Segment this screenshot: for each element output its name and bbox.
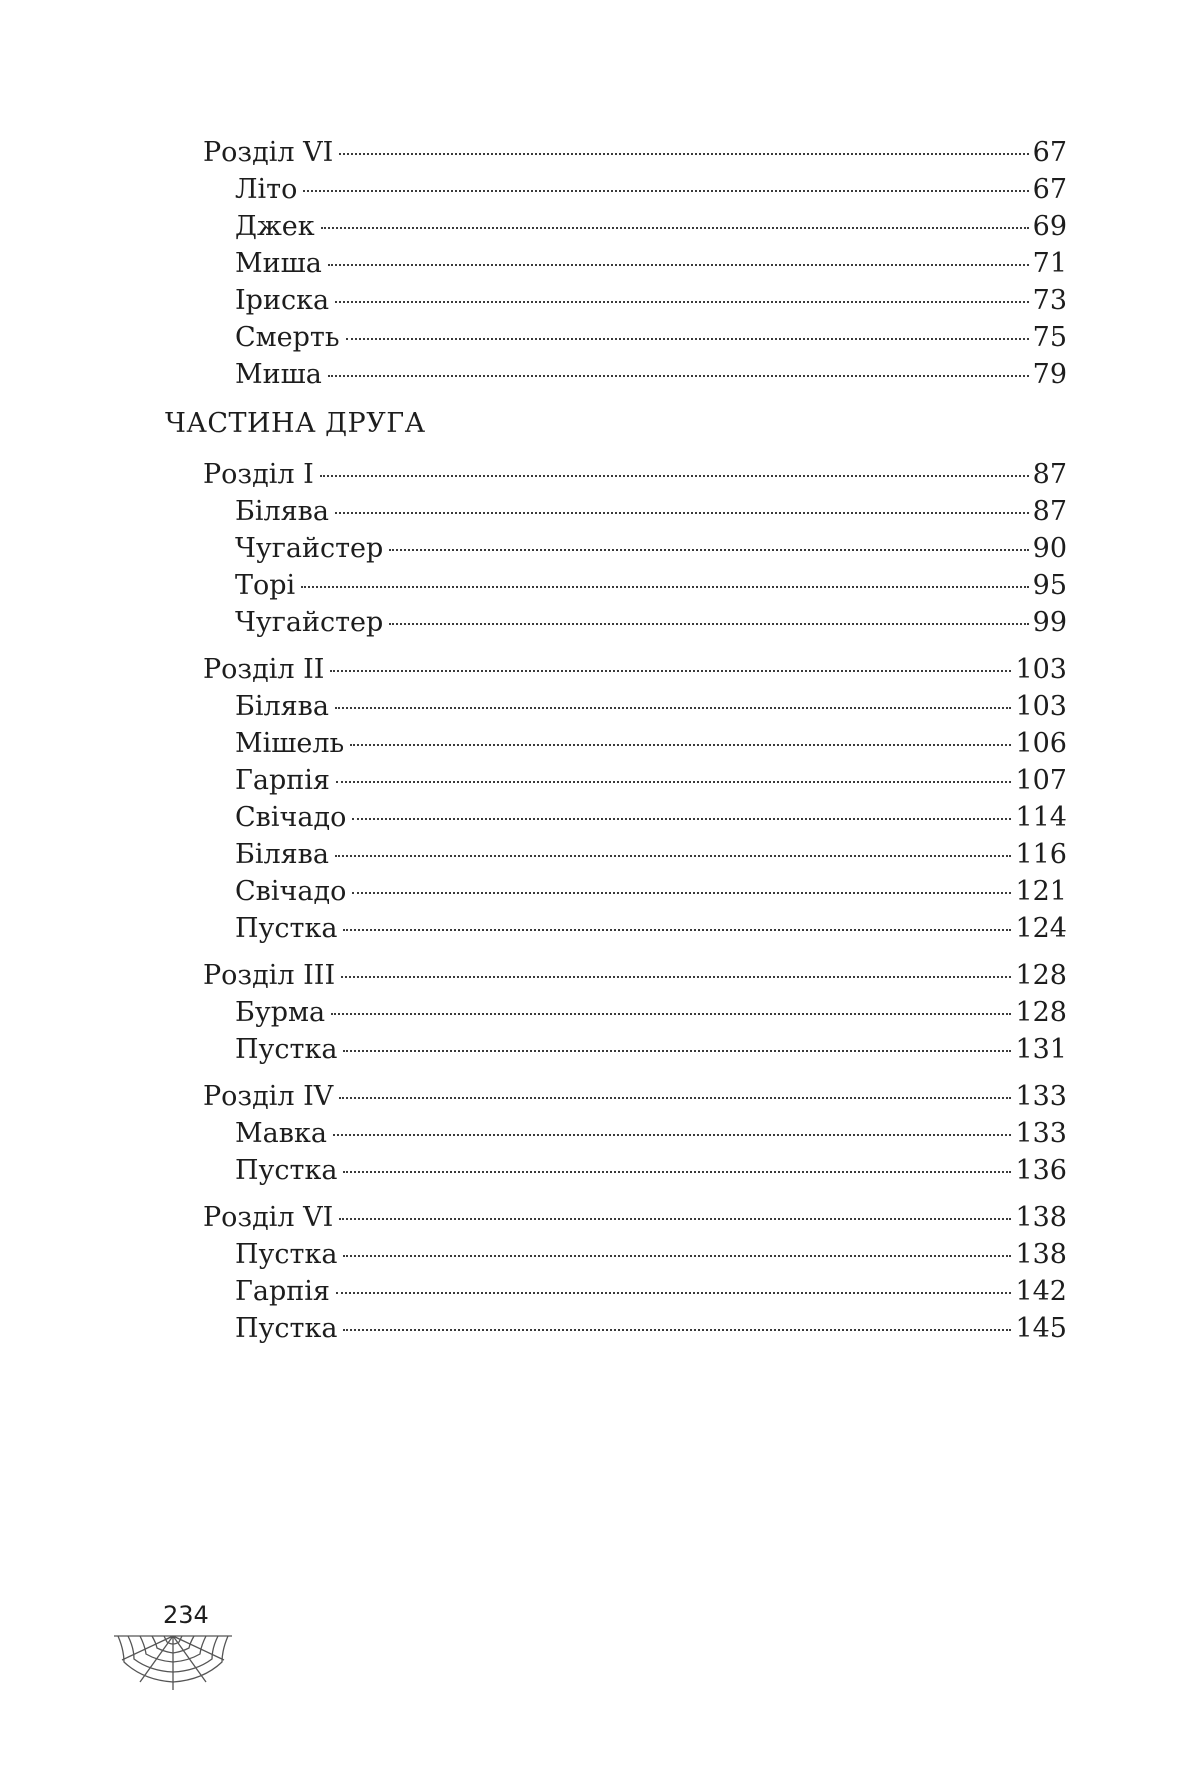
dot-leader <box>335 301 1029 303</box>
dot-leader <box>346 338 1029 340</box>
toc-entry-title: Пустка <box>235 913 338 944</box>
toc-entry-title: Пустка <box>235 1239 338 1270</box>
toc-entry-title: Білява <box>235 839 329 870</box>
toc-entry-page: 106 <box>1015 728 1067 759</box>
toc-entry-title: Миша <box>235 359 322 390</box>
toc-chapter-row <box>203 1201 1067 1235</box>
toc-entry-page: 136 <box>1015 1155 1067 1186</box>
toc-entry-page: 79 <box>1032 359 1067 390</box>
dot-leader <box>331 1013 1011 1015</box>
toc-entry-page: 69 <box>1032 211 1067 242</box>
dot-leader <box>343 1255 1011 1257</box>
toc-entry-page: 121 <box>1015 876 1067 907</box>
toc-entry-page: 142 <box>1015 1276 1067 1307</box>
dot-leader <box>389 623 1028 625</box>
toc-entry-title: Розділ ІІ <box>203 654 325 685</box>
toc-entry-page: 116 <box>1015 839 1067 870</box>
dot-leader <box>328 264 1029 266</box>
page-number: 234 <box>163 1601 209 1629</box>
dot-leader <box>335 855 1011 857</box>
dot-leader <box>339 153 1028 155</box>
toc-entry-page: 145 <box>1015 1313 1067 1344</box>
dot-leader <box>321 227 1029 229</box>
toc-section-row <box>235 1238 1067 1272</box>
dot-leader <box>352 892 1011 894</box>
toc-section-row <box>235 247 1067 281</box>
toc-entry-page: 103 <box>1015 691 1067 722</box>
toc-entry-page: 67 <box>1032 174 1067 205</box>
toc-entry-page: 133 <box>1015 1118 1067 1149</box>
toc-section-row <box>235 210 1067 244</box>
toc-section-row <box>235 1154 1067 1188</box>
toc-section-row <box>235 606 1067 640</box>
toc-entry-title: Розділ VI <box>203 1202 334 1233</box>
toc-section-row <box>235 838 1067 872</box>
toc-entry-title: Білява <box>235 496 329 527</box>
toc-entry-title: Миша <box>235 248 322 279</box>
toc-entry-page: 87 <box>1032 496 1067 527</box>
dot-leader <box>328 375 1029 377</box>
dot-leader <box>330 670 1011 672</box>
spider-web-icon <box>112 1634 234 1692</box>
toc-chapter-row <box>203 136 1067 170</box>
toc-section-row <box>235 284 1067 318</box>
toc-section-row <box>235 358 1067 392</box>
dot-leader <box>336 1292 1012 1294</box>
toc-entry-page: 133 <box>1015 1081 1067 1112</box>
dot-leader <box>350 744 1011 746</box>
dot-leader <box>343 929 1011 931</box>
toc-entry-page: 75 <box>1032 322 1067 353</box>
toc-section-row <box>235 321 1067 355</box>
toc-entry-page: 124 <box>1015 913 1067 944</box>
toc-section-row <box>235 532 1067 566</box>
toc-entry-page: 114 <box>1015 802 1067 833</box>
toc-entry-page: 107 <box>1015 765 1067 796</box>
dot-leader <box>320 475 1029 477</box>
part-heading: ЧАСТИНА ДРУГА <box>165 408 426 439</box>
toc-entry-page: 138 <box>1015 1202 1067 1233</box>
toc-section-row <box>235 912 1067 946</box>
dot-leader <box>343 1050 1011 1052</box>
toc-entry-title: Гарпія <box>235 765 330 796</box>
toc-entry-title: Чугайстер <box>235 607 384 638</box>
toc-entry-title: Розділ IV <box>203 1081 334 1112</box>
dot-leader <box>343 1329 1011 1331</box>
toc-entry-title: Іриска <box>235 285 330 316</box>
dot-leader <box>301 586 1028 588</box>
toc-entry-title: Розділ ІІІ <box>203 960 336 991</box>
dot-leader <box>335 707 1011 709</box>
toc-entry-page: 67 <box>1032 137 1067 168</box>
toc-chapter-row <box>203 1080 1067 1114</box>
dot-leader <box>335 512 1029 514</box>
dot-leader <box>341 976 1011 978</box>
dot-leader <box>336 781 1012 783</box>
toc-section-row <box>235 801 1067 835</box>
toc-entry-title: Літо <box>235 174 298 205</box>
dot-leader <box>303 190 1028 192</box>
toc-section-row <box>235 996 1067 1030</box>
toc-entry-title: Мішель <box>235 728 345 759</box>
dot-leader <box>343 1171 1011 1173</box>
toc-section-row <box>235 495 1067 529</box>
toc-section-row <box>235 1275 1067 1309</box>
toc-entry-title: Смерть <box>235 322 340 353</box>
toc-entry-page: 138 <box>1015 1239 1067 1270</box>
toc-section-row <box>235 690 1067 724</box>
dot-leader <box>333 1134 1012 1136</box>
toc-chapter-row <box>203 458 1067 492</box>
toc-entry-title: Свічадо <box>235 802 347 833</box>
toc-entry-page: 99 <box>1032 607 1067 638</box>
toc-section-row <box>235 875 1067 909</box>
toc-entry-title: Бурма <box>235 997 326 1028</box>
toc-entry-title: Торі <box>235 570 296 601</box>
toc-chapter-row <box>203 653 1067 687</box>
toc-entry-title: Чугайстер <box>235 533 384 564</box>
toc-chapter-row <box>203 959 1067 993</box>
toc-section-row <box>235 764 1067 798</box>
toc-entry-page: 87 <box>1032 459 1067 490</box>
toc-entry-page: 128 <box>1015 960 1067 991</box>
toc-entry-page: 103 <box>1015 654 1067 685</box>
toc-entry-title: Джек <box>235 211 315 242</box>
toc-entry-page: 95 <box>1032 570 1067 601</box>
toc-entry-page: 73 <box>1032 285 1067 316</box>
toc-section-row <box>235 1033 1067 1067</box>
toc-section-row <box>235 1312 1067 1346</box>
toc-entry-page: 90 <box>1032 533 1067 564</box>
toc-entry-page: 131 <box>1015 1034 1067 1065</box>
toc-entry-page: 128 <box>1015 997 1067 1028</box>
toc-entry-title: Мавка <box>235 1118 327 1149</box>
toc-entry-title: Білява <box>235 691 329 722</box>
toc-section-row <box>235 1117 1067 1151</box>
toc-section-row <box>235 173 1067 207</box>
toc-section-row <box>235 727 1067 761</box>
dot-leader <box>352 818 1011 820</box>
dot-leader <box>339 1097 1011 1099</box>
toc-entry-title: Гарпія <box>235 1276 330 1307</box>
toc-section-row <box>235 569 1067 603</box>
toc-entry-title: Розділ VI <box>203 137 334 168</box>
toc-entry-page: 71 <box>1032 248 1067 279</box>
toc-entry-title: Свічадо <box>235 876 347 907</box>
toc-entry-title: Пустка <box>235 1155 338 1186</box>
toc-entry-title: Розділ І <box>203 459 314 490</box>
toc-entry-title: Пустка <box>235 1034 338 1065</box>
dot-leader <box>339 1218 1011 1220</box>
dot-leader <box>389 549 1028 551</box>
toc-entry-title: Пустка <box>235 1313 338 1344</box>
